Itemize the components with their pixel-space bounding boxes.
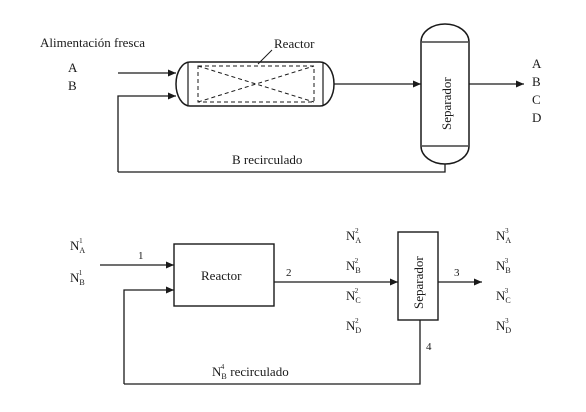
recycle-label: B recirculado xyxy=(232,152,303,167)
product-component-a: A xyxy=(532,56,542,71)
flow-nd2: $N_D2$ xyxy=(346,317,362,335)
stream-1-label: 1 xyxy=(138,250,144,262)
recycle-inlet-arrow xyxy=(118,96,176,172)
top-diagram xyxy=(40,24,542,172)
feed-label: Alimentación fresca xyxy=(40,35,146,50)
bottom-diagram xyxy=(70,227,511,384)
stream-4-label: 4 xyxy=(426,341,432,353)
flow-nc2: $N_C2$ xyxy=(346,287,361,305)
recycle-inlet-arrow-bottom xyxy=(124,290,174,384)
inlet-flow-nb1: $N_B1$ xyxy=(70,269,85,287)
reactor-vessel xyxy=(176,62,334,106)
product-component-d: D xyxy=(532,110,542,125)
stream-2-label: 2 xyxy=(286,267,292,279)
feed-component-a: A xyxy=(68,60,78,75)
separator-box-label: Separador xyxy=(411,256,426,309)
feed-component-b: B xyxy=(68,78,77,93)
flow-nb3: $N_B3$ xyxy=(496,257,511,275)
flow-nd3: $N_D3$ xyxy=(496,317,512,335)
product-component-b: B xyxy=(532,74,541,89)
reactor-box-label: Reactor xyxy=(201,268,242,283)
product-component-c: C xyxy=(532,92,541,107)
stream-3-label: 3 xyxy=(454,267,460,279)
recycle-flow-label: $N_B4$ recirculado xyxy=(212,363,289,381)
separator-label: Separador xyxy=(439,77,454,130)
flow-na2: $N_A2$ xyxy=(346,227,362,245)
inlet-flow-na1: $N_A1$ xyxy=(70,237,86,255)
flow-nb2: $N_B2$ xyxy=(346,257,361,275)
reactor-label: Reactor xyxy=(274,36,315,51)
flow-na3: $N_A3$ xyxy=(496,227,512,245)
flow-nc3: $N_C3$ xyxy=(496,287,511,305)
